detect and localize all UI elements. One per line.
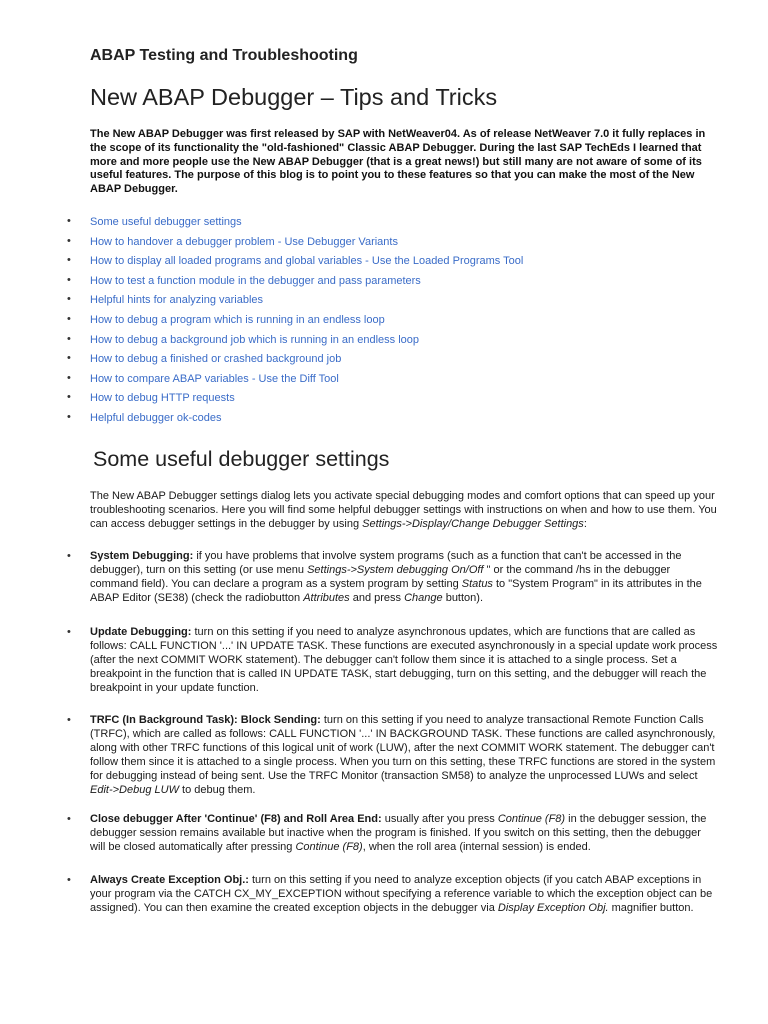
setting-text: [90, 874, 718, 916]
toc-link-diff-tool[interactable]: How to compare ABAP variables - Use the Diff Tool: [90, 372, 339, 385]
setting-desc: , when the roll area (internal session) is ended.: [362, 840, 591, 853]
toc-link-analyzing-variables[interactable]: Helpful hints for analyzing variables: [90, 294, 264, 307]
toc-link-background-job-loop[interactable]: How to debug a background job which is running in an endless loop: [90, 333, 419, 346]
toc-link-ok-codes[interactable]: Helpful debugger ok-codes: [90, 411, 222, 424]
setting-change: Change: [404, 591, 443, 604]
bullet: •: [67, 312, 71, 325]
setting-desc: " or the command /hs in the debugger command field). You can declare a program as a system program by setting: [90, 563, 671, 590]
setting-desc: and press: [349, 591, 405, 604]
setting-desc: magnifier button.: [608, 901, 694, 914]
bullet: •: [67, 234, 71, 247]
setting-desc: turn on this setting if you need to analyze exception objects (if you catch ABAP exceptions in your program via the CATCH CX_MY_EXCEPTION without specifying a reference variable to which the exception object can be assigned). You can then examine the created exception objects in the debugger via: [90, 874, 713, 914]
settings-heading: Some useful debugger settings: [93, 447, 390, 471]
bullet: •: [67, 874, 71, 886]
setting-status: Status: [461, 577, 493, 590]
settings-intro-path: Settings->Display/Change Debugger Settings: [362, 517, 584, 530]
setting-button-name: Display Exception Obj.: [497, 901, 609, 914]
settings-intro-end: :: [583, 517, 587, 530]
intro-paragraph: The New ABAP Debugger was first released by SAP with NetWeaver04. As of release NetWeaver 7.0 it fully replaces in the scope of its functionality the "old-fashioned" Classic ABAP Debugger. During the last SAP TechEds I learned that more and more people use the New ABAP Debugger (that is a great news!) but still many are not aware of some of its useful features. The purpose of this blog is to point you to these features so that you can make the most of the New ABAP Debugger.: [90, 128, 706, 196]
bullet: •: [67, 293, 71, 306]
setting-attributes: Attributes: [303, 591, 350, 604]
setting-menu-path: Settings->System debugging On/Off: [307, 563, 484, 576]
toc-link-loaded-programs[interactable]: How to display all loaded programs and global variables - Use the Loaded Programs Tool: [90, 255, 524, 268]
setting-desc: turn on this setting if you need to analyze asynchronous updates, which are functions that are called as follows: CALL FUNCTION '...' IN UPDATE TASK. These functions are executed asynchronously in a special update work process (after the next COMMIT WORK statement). The debugger can't follow them since it is attached to a single process. Set a breakpoint in the function that is called IN UPDATE TASK, start debugging, turn on this setting, and the debugger will reach the breakpoint in your update function.: [90, 626, 718, 694]
bullet: •: [67, 391, 71, 404]
page-title: New ABAP Debugger – Tips and Tricks: [90, 84, 498, 110]
setting-desc: button).: [442, 591, 483, 604]
toc-link-endless-loop[interactable]: How to debug a program which is running in an endless loop: [90, 313, 385, 326]
toc-link-debugger-variants[interactable]: How to handover a debugger problem - Use Debugger Variants: [90, 235, 398, 248]
setting-desc: usually after you press: [381, 813, 498, 825]
toc-link-test-function-module[interactable]: How to test a function module in the debugger and pass parameters: [90, 274, 421, 287]
setting-term: TRFC (In Background Task): Block Sending:: [90, 714, 321, 726]
toc-link-http-requests[interactable]: How to debug HTTP requests: [90, 392, 235, 405]
section-title: ABAP Testing and Troubleshooting: [90, 47, 358, 64]
setting-text: [90, 813, 718, 855]
setting-desc: turn on this setting if you need to analyze transactional Remote Function Calls (TRFC), which are called as follows: CALL FUNCTION '...' IN BACKGROUND TASK. These functions are called asynchronously, along with other TRFC functions of this logical unit of work (LUW), after the next COMMIT WORK statement. The debugger can't follow them since it is attached to a single process. When you turn on this setting, these TRFC functions are stored in the system for debugging instead of being sent. Use the TRFC Monitor (transaction SM58) to analyze the unprocessed LUWs and select: [90, 714, 716, 782]
toc-link-crashed-job[interactable]: How to debug a finished or crashed background job: [90, 353, 342, 366]
setting-term: Always Create Exception Obj.:: [90, 874, 249, 886]
setting-desc: to "System Program" in its attributes in the ABAP Editor (SE38) (check the radiobutton: [90, 577, 702, 604]
bullet: •: [67, 714, 71, 726]
bullet: •: [67, 626, 71, 638]
setting-desc: to debug them.: [178, 783, 256, 796]
setting-desc: in the debugger session, the debugger session remains available but inactive when the program is finished. If you switch on this setting, then the debugger will be closed automatically after pressing: [90, 813, 707, 853]
bullet: •: [67, 813, 71, 825]
bullet: •: [67, 254, 71, 267]
settings-intro-text: The New ABAP Debugger settings dialog lets you activate special debugging modes and comfort options that can speed up your troubleshooting scenarios. Here you will find some helpful debugger settings with instructions on when and how to use them. You can access debugger settings in the debugger by using: [90, 490, 717, 530]
bullet: •: [67, 410, 71, 423]
setting-menu-path: Edit->Debug LUW: [90, 783, 179, 796]
bullet: •: [67, 371, 71, 384]
setting-key: Continue (F8): [295, 840, 363, 853]
bullet: •: [67, 550, 71, 562]
setting-text: [90, 626, 718, 696]
setting-term: Close debugger After 'Continue' (F8) and Roll Area End:: [90, 813, 382, 825]
bullet: •: [67, 273, 71, 286]
settings-intro: [90, 490, 718, 532]
setting-text: [90, 550, 718, 606]
bullet: •: [67, 215, 71, 227]
setting-term: Update Debugging:: [90, 626, 192, 638]
bullet: •: [67, 352, 71, 365]
setting-key: Continue (F8): [497, 813, 566, 825]
setting-text: [90, 714, 718, 797]
bullet: •: [67, 332, 71, 345]
toc-link-debugger-settings[interactable]: Some useful debugger settings: [90, 216, 242, 228]
setting-term: System Debugging:: [90, 550, 194, 562]
setting-desc: if you have problems that involve system programs (such as a function that can't be accessed in the debugger), turn on this setting (or use menu: [90, 550, 682, 576]
